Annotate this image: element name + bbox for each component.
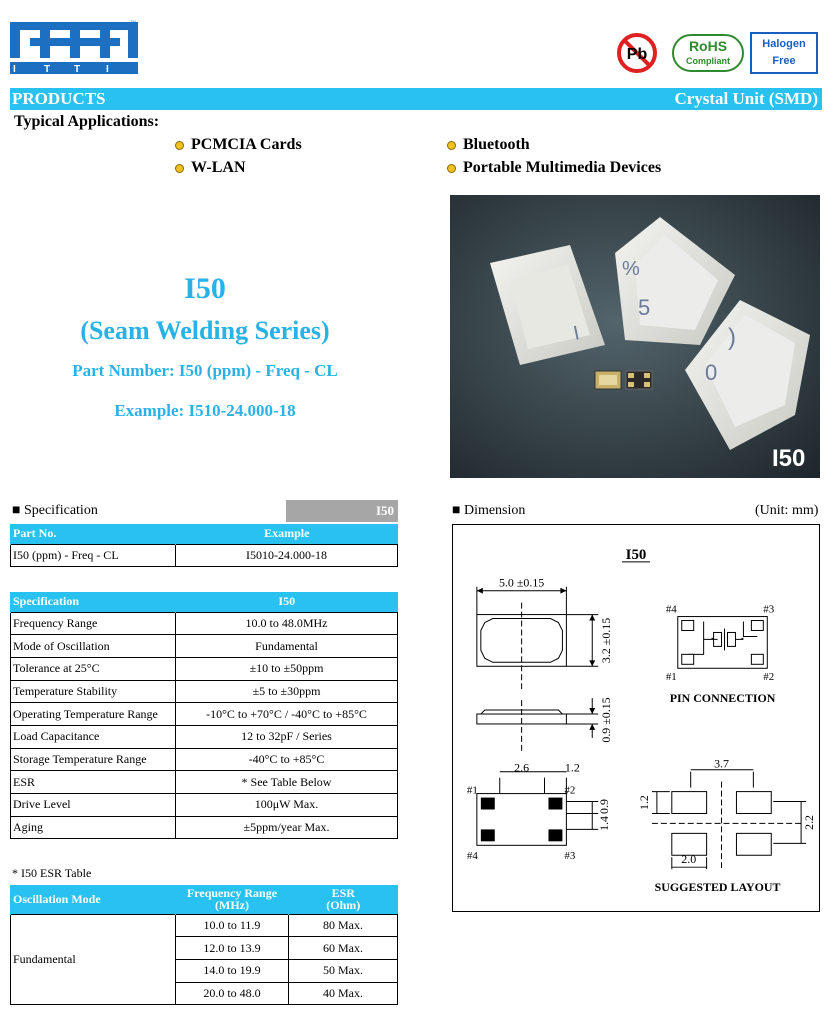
table-row (11, 680, 398, 703)
table-cell: 40 Max. (289, 982, 398, 1005)
table-cell: 20.0 to 48.0 (176, 982, 289, 1005)
product-series: (Seam Welding Series) (80, 316, 330, 345)
table-cell: 50 Max. (289, 959, 398, 982)
pin-label: #1 (665, 671, 677, 684)
spec-table-header (11, 592, 398, 612)
layout-gap-dim: 2.0 (681, 852, 697, 867)
svg-text:TM: TM (130, 19, 136, 24)
halogen-line-2: Free (772, 55, 796, 67)
svg-text:T: T (74, 64, 81, 75)
table-row (11, 914, 398, 937)
table-cell: 12.0 to 13.9 (176, 937, 289, 960)
length-dim: 5.0 ±0.15 (498, 575, 545, 590)
table-cell: Temperature Stability (11, 680, 176, 703)
application-item: W-LAN (175, 159, 246, 177)
dimension-heading: ■ Dimension (452, 503, 526, 518)
table-cell: Frequency Range (11, 612, 176, 635)
product-name: I50 (184, 272, 226, 305)
esr-caption: * I50 ESR Table (12, 866, 92, 880)
pad-height-dim: 0.9 (597, 799, 612, 814)
table-cell: 10.0 to 11.9 (176, 914, 289, 937)
pin-connection-label: PIN CONNECTION (669, 691, 776, 706)
table-cell: Load Capacitance (11, 725, 176, 748)
table-row (11, 657, 398, 680)
application-item: Bluetooth (447, 136, 530, 154)
table-cell: Fundamental (11, 914, 176, 1005)
rohs-sub: Compliant (686, 56, 730, 66)
table-row (11, 748, 398, 771)
pad-pitch-v-dim: 1.4 (597, 815, 612, 831)
part-table-header (11, 524, 398, 544)
keycap-2-text-b: 5 (638, 295, 651, 320)
table-row (11, 635, 398, 658)
product-photo (450, 195, 820, 478)
table-cell: I5010-24.000-18 (176, 544, 398, 567)
part-example: Example: I510-24.000-18 (114, 401, 296, 420)
table-cell: Mode of Oscillation (11, 635, 176, 658)
part-header-cell: Part No. (11, 524, 176, 544)
esr-header-cell: Oscillation Mode (11, 885, 176, 914)
table-cell: Tolerance at 25°C (11, 657, 176, 680)
table-cell: Drive Level (11, 794, 176, 817)
spec-model-tag: I50 (286, 500, 398, 522)
layout-height-dim: 2.2 (802, 814, 817, 830)
pin-label: #2 (564, 784, 576, 797)
lead-free-badge (612, 32, 662, 74)
keycap-3-text-b: 0 (705, 360, 718, 385)
table-cell: 80 Max. (289, 914, 398, 937)
suggested-layout-label: SUGGESTED LAYOUT (654, 880, 781, 895)
bullet-icon (175, 164, 184, 173)
bullet-icon (447, 141, 456, 150)
esr-table (10, 885, 398, 1005)
pb-badge-text: Pb (626, 46, 648, 63)
halogen-line-1: Halogen (762, 38, 806, 50)
table-cell: ±10 to ±50ppm (176, 657, 398, 680)
table-cell: ±5ppm/year Max. (176, 816, 398, 839)
layout-pad-height-dim: 1.2 (636, 795, 651, 810)
dimension-title: I50 (625, 546, 647, 563)
pin-label: #4 (665, 603, 677, 616)
table-row (11, 771, 398, 794)
table-row (11, 794, 398, 817)
bullet-icon (447, 164, 456, 173)
spec-header-cell: Specification (11, 592, 176, 612)
pin-label: #2 (763, 671, 775, 684)
layout-width-dim: 3.7 (714, 756, 729, 771)
application-item: Portable Multimedia Devices (447, 159, 661, 177)
width-dim: 3.2 ±0.15 (599, 617, 614, 664)
products-label: PRODUCTS (12, 89, 106, 108)
spec-header-cell: I50 (176, 592, 398, 612)
specification-heading: ■ Specification (12, 503, 98, 518)
table-row (11, 612, 398, 635)
table-cell: ESR (11, 771, 176, 794)
part-number-table (10, 524, 398, 567)
table-row (11, 816, 398, 839)
dimension-drawing (452, 524, 820, 912)
table-cell: Storage Temperature Range (11, 748, 176, 771)
photo-label: I50 (772, 445, 806, 472)
table-cell: Fundamental (176, 635, 398, 658)
dimension-unit: (Unit: mm) (755, 503, 819, 518)
height-dim: 0.9 ±0.15 (599, 697, 614, 743)
pad-width-dim: 1.2 (564, 760, 580, 775)
bullet-icon (175, 141, 184, 150)
part-number: Part Number: I50 (ppm) - Freq - CL (72, 361, 338, 380)
table-cell: 12 to 32pF / Series (176, 725, 398, 748)
table-row (11, 544, 398, 567)
part-header-cell: Example (176, 524, 398, 544)
table-row (11, 725, 398, 748)
specification-table (10, 592, 398, 839)
halogen-free-badge (750, 32, 818, 74)
pin-label: #3 (763, 603, 775, 616)
rohs-badge (672, 34, 744, 72)
table-cell: * See Table Below (176, 771, 398, 794)
svg-text:T: T (44, 64, 51, 75)
table-cell: 60 Max. (289, 937, 398, 960)
pin-label: #1 (466, 784, 478, 797)
svg-text:I: I (13, 64, 16, 75)
compliance-badges (612, 32, 824, 76)
pad-pitch-dim: 2.6 (514, 760, 530, 775)
keycap-1-text: I (571, 322, 582, 345)
table-cell: I50 (ppm) - Freq - CL (11, 544, 176, 567)
products-bar (10, 88, 822, 110)
esr-table-header (11, 885, 398, 914)
table-cell: 10.0 to 48.0MHz (176, 612, 398, 635)
table-row (11, 703, 398, 726)
itti-logo (10, 18, 138, 76)
table-cell: -40°C to +85°C (176, 748, 398, 771)
pin-label: #3 (564, 850, 576, 863)
table-cell: 14.0 to 19.9 (176, 959, 289, 982)
pin-label: #4 (466, 850, 478, 863)
rohs-label: RoHS (688, 38, 728, 54)
table-cell: Operating Temperature Range (11, 703, 176, 726)
svg-text:I: I (106, 64, 109, 75)
keycap-2-text-a: % (622, 258, 640, 280)
table-cell: -10°C to +70°C / -40°C to +85°C (176, 703, 398, 726)
table-cell: 100μW Max. (176, 794, 398, 817)
esr-header-cell: ESR (Ohm) (289, 885, 398, 914)
table-cell: Aging (11, 816, 176, 839)
table-cell: ±5 to ±30ppm (176, 680, 398, 703)
esr-header-cell: Frequency Range (MHz) (176, 885, 289, 914)
category-label: Crystal Unit (SMD) (674, 89, 818, 108)
applications-title: Typical Applications: (14, 113, 160, 130)
application-item: PCMCIA Cards (175, 136, 302, 154)
keycap-3-text-a: ) (728, 324, 736, 351)
